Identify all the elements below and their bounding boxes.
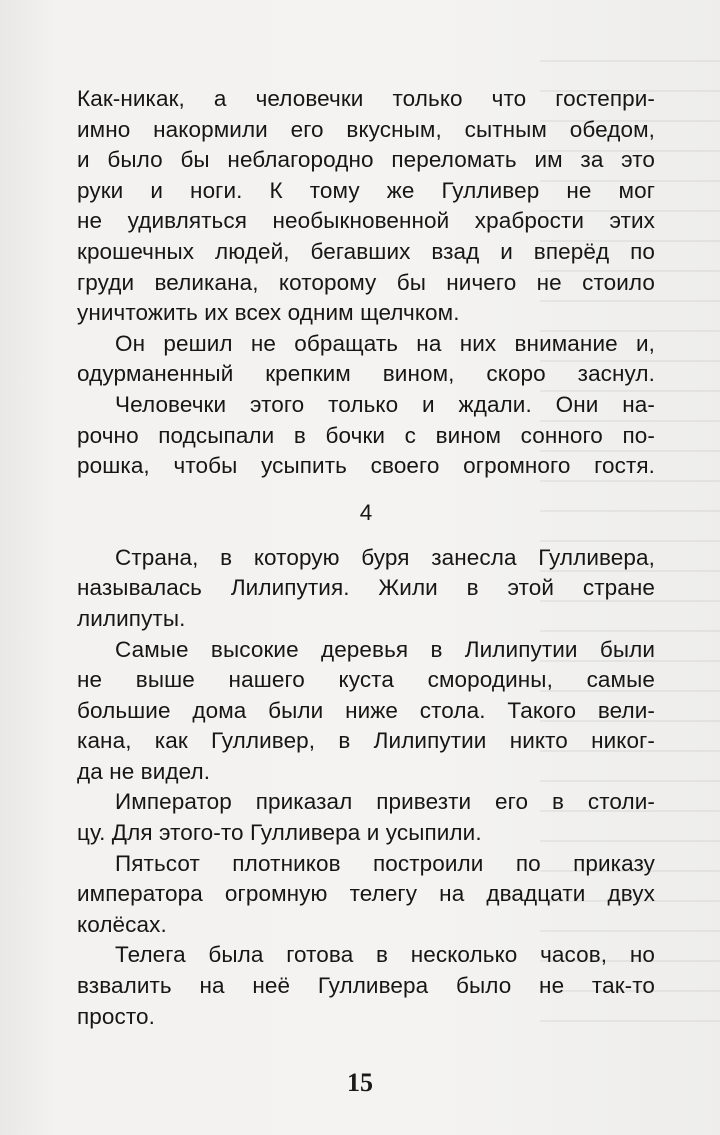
text-line: Человечки этого только и ждали. Они на-: [115, 391, 655, 417]
text-line: да не видел.: [77, 758, 211, 784]
paragraphs-before-chapter: [77, 84, 655, 482]
text-line: называлась Лилипутия. Жили в этой стране: [77, 575, 655, 601]
text-line: колёсах.: [77, 911, 167, 937]
text-line: Страна, в которую буря занесла Гулливера,: [115, 544, 655, 570]
text-line: взвалить на неё Гулливера было не так-то: [77, 973, 655, 999]
text-line: и было бы неблагородно переломать им за это: [77, 147, 655, 173]
text-line: одурманенный крепким вином, скоро заснул.: [77, 361, 655, 387]
text-line: рочно подсыпали в бочки с вином сонного по-: [77, 422, 655, 448]
text-line: не выше нашего куста смородины, самые: [77, 667, 655, 693]
body-text: [77, 84, 655, 1032]
chapter-heading: 4: [359, 499, 373, 525]
text-line: не удивляться необыкновенной храбрости этих: [77, 208, 655, 234]
text-line: рошка, чтобы усыпить своего огромного гостя.: [77, 453, 655, 479]
paragraphs-after-chapter: [77, 543, 655, 1033]
text-line: цу. Для этого-то Гулливера и усыпили.: [77, 820, 482, 846]
text-line: Император приказал привезти его в столи-: [115, 789, 655, 815]
text-line: Самые высокие деревья в Лилипутии были: [115, 636, 655, 662]
text-line: большие дома были ниже стола. Такого вели-: [77, 697, 655, 723]
text-line: крошечных людей, бегавших взад и вперёд по: [77, 238, 655, 264]
text-line: императора огромную телегу на двадцати двух: [77, 881, 655, 907]
text-line: груди великана, которому бы ничего не стоило: [77, 269, 655, 295]
text-line: Пятьсот плотников построили по приказу: [115, 850, 655, 876]
text-line: лилипуты.: [77, 605, 186, 631]
text-line: Он решил не обращать на них внимание и,: [115, 330, 655, 356]
text-line: Телега была готова в несколько часов, но: [115, 942, 655, 968]
text-line: Как-никак, а человечки только что гостепри-: [77, 86, 655, 111]
text-line: руки и ноги. К тому же Гулливер не мог: [77, 177, 655, 203]
text-line: уничтожить их всех одним щелчком.: [77, 300, 460, 326]
text-line: кана, как Гулливер, в Лилипутии никто никог-: [77, 728, 655, 754]
text-line: имно накормили его вкусным, сытным обедом,: [77, 116, 655, 142]
page-number: 15: [347, 1068, 373, 1097]
text-line: просто.: [77, 1003, 155, 1029]
